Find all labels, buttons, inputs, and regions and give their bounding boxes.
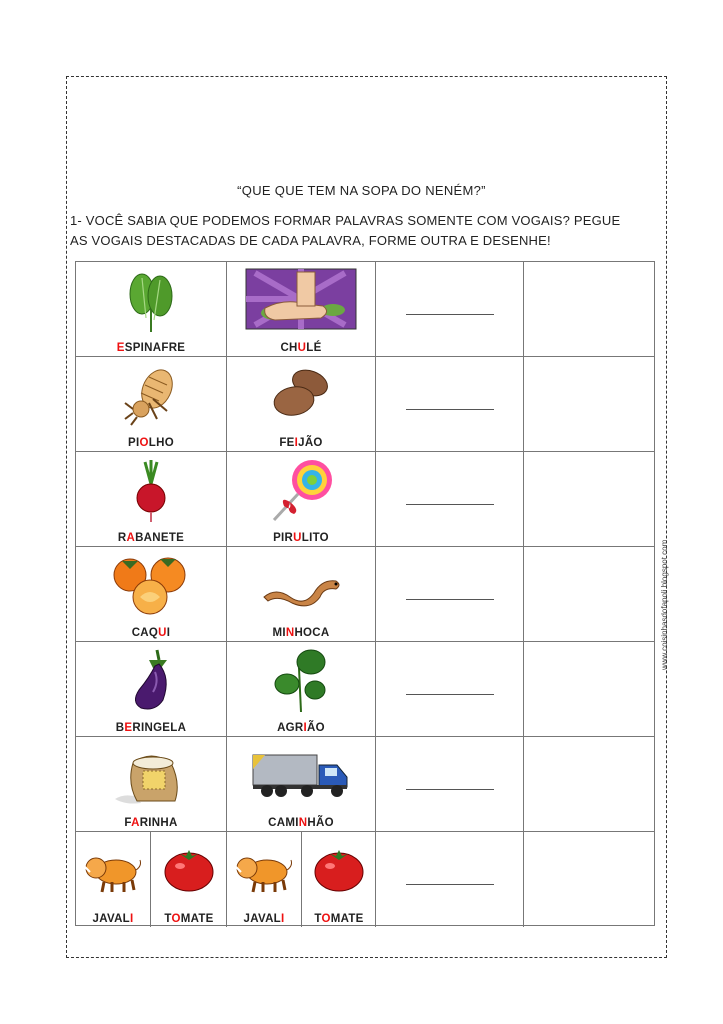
- word-label: BERINGELA: [115, 722, 187, 734]
- spinach-icon: [126, 268, 176, 334]
- word-label: TOMATE: [164, 913, 214, 925]
- answer-line[interactable]: [406, 599, 494, 600]
- side-credit: www.coisinhasdofapoli.blogspot.com: [660, 539, 669, 670]
- word-cell: [76, 832, 151, 927]
- word-cell: [76, 737, 227, 831]
- table-row: [76, 262, 654, 357]
- table-row: [76, 547, 654, 642]
- word-cell: [76, 262, 227, 356]
- drawing-cell[interactable]: [524, 642, 654, 736]
- word-label: ESPINAFRE: [116, 342, 186, 354]
- flour-sack-icon: [111, 743, 191, 809]
- word-label: CAMINHÃO: [268, 817, 334, 829]
- louse-icon: [123, 363, 179, 429]
- radish-icon: [131, 458, 171, 524]
- answer-cell: [376, 452, 524, 546]
- answer-cell: [376, 357, 524, 451]
- bean-icon: [270, 363, 332, 423]
- word-cell: [227, 642, 376, 736]
- table-row: [76, 832, 654, 927]
- word-cell: [227, 737, 376, 831]
- lollipop-icon: [268, 458, 334, 524]
- answer-cell: [376, 547, 524, 641]
- tomato-icon: [312, 842, 366, 894]
- drawing-cell[interactable]: [524, 452, 654, 546]
- word-label: RABANETE: [117, 532, 185, 544]
- answer-cell: [376, 642, 524, 736]
- word-label: FEIJÃO: [279, 437, 323, 449]
- word-label: TOMATE: [314, 913, 364, 925]
- answer-line[interactable]: [406, 789, 494, 790]
- drawing-cell[interactable]: [524, 262, 654, 356]
- drawing-cell[interactable]: [524, 737, 654, 831]
- answer-cell: [376, 737, 524, 831]
- table-row: [76, 642, 654, 737]
- word-cell: [227, 357, 376, 451]
- word-label: PIOLHO: [128, 437, 174, 449]
- word-label: CHULÉ: [280, 342, 322, 354]
- word-cell: [76, 452, 227, 546]
- answer-line[interactable]: [406, 409, 494, 410]
- word-cell: [76, 357, 227, 451]
- exercise-table: [75, 261, 655, 926]
- instructions-line-1: 1- VOCÊ SABIA QUE PODEMOS FORMAR PALAVRAS SOMENTE COM VOGAIS? PEGUE: [70, 213, 621, 228]
- word-cell: [151, 832, 227, 927]
- answer-line[interactable]: [406, 504, 494, 505]
- eggplant-icon: [129, 648, 173, 714]
- word-label: FARINHA: [124, 817, 178, 829]
- word-label: MINHOCA: [272, 627, 330, 639]
- word-cell-pair: [227, 832, 376, 927]
- word-cell: [227, 547, 376, 641]
- word-label: CAQUI: [131, 627, 171, 639]
- word-label: JAVALI: [92, 913, 134, 925]
- worm-icon: [258, 563, 344, 613]
- foot-icon: [245, 268, 357, 330]
- word-cell: [302, 832, 376, 927]
- instructions: [70, 211, 670, 251]
- tomato-icon: [162, 842, 216, 894]
- worksheet-title: “QUE QUE TEM NA SOPA DO NENÉM?”: [237, 183, 486, 198]
- word-label: AGRIÃO: [277, 722, 325, 734]
- answer-line[interactable]: [406, 314, 494, 315]
- word-cell: [76, 547, 227, 641]
- drawing-cell[interactable]: [524, 832, 654, 927]
- table-row: [76, 452, 654, 547]
- answer-line[interactable]: [406, 694, 494, 695]
- word-cell-pair: [76, 832, 227, 927]
- word-cell: [76, 642, 227, 736]
- table-row: [76, 357, 654, 452]
- persimmon-icon: [110, 553, 192, 617]
- answer-cell: [376, 262, 524, 356]
- instructions-line-2: AS VOGAIS DESTACADAS DE CADA PALAVRA, FORME OUTRA E DESENHE!: [70, 233, 551, 248]
- answer-cell: [376, 832, 524, 927]
- boar-icon: [82, 846, 144, 896]
- truck-icon: [251, 751, 351, 801]
- drawing-cell[interactable]: [524, 357, 654, 451]
- word-cell: [227, 452, 376, 546]
- table-row: [76, 737, 654, 832]
- word-cell: [227, 832, 302, 927]
- watercress-icon: [271, 648, 331, 714]
- drawing-cell[interactable]: [524, 547, 654, 641]
- word-cell: [227, 262, 376, 356]
- boar-icon: [233, 846, 295, 896]
- word-label: PIRULITO: [273, 532, 329, 544]
- answer-line[interactable]: [406, 884, 494, 885]
- word-label: JAVALI: [243, 913, 285, 925]
